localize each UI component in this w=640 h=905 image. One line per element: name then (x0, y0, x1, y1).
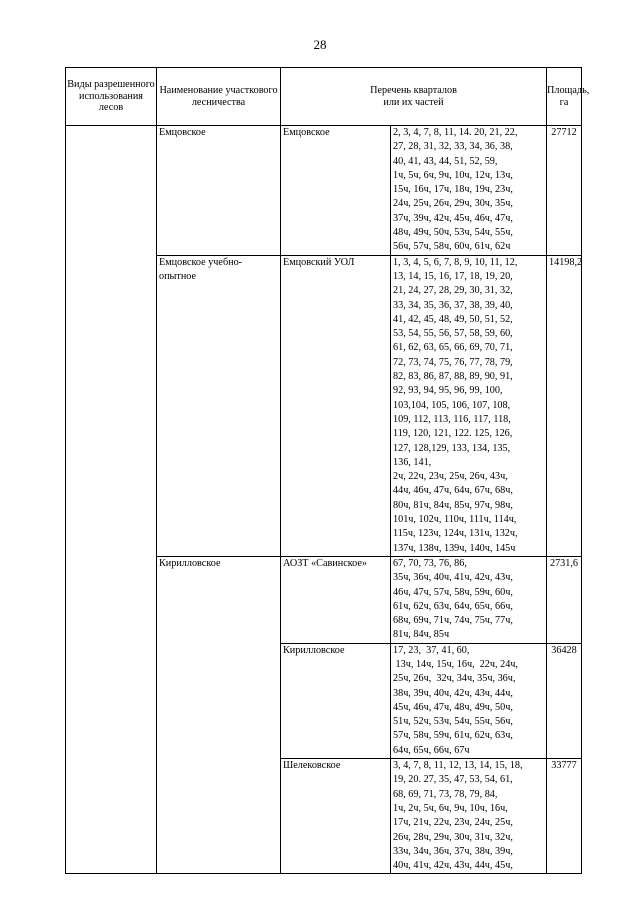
quarters-cell: 17, 23, 37, 41, 60, 13ч, 14ч, 15ч, 16ч, 22ч, 24ч, 25ч, 26ч, 32ч, 34ч, 35ч, 36ч, 38ч, 39ч, 40ч, 42ч, 43ч, 44ч, 45ч, 46ч, 47ч, 48ч, 49ч, 50ч, 51ч, 52ч, 53ч, 54ч, 55ч, 56ч, 57ч, 58ч, 59ч, 61ч, 62ч, 63ч, 64ч, 65ч, 66ч, 67ч (391, 643, 547, 758)
subdivision-cell: Кирилловское (281, 643, 391, 758)
subdivision-cell: АОЗТ «Савинское» (281, 556, 391, 643)
header-area: Площадь, га (547, 68, 582, 126)
header-use-type: Виды разрешенного использования лесов (66, 68, 157, 126)
area-cell: 33777 (547, 759, 582, 874)
district-cell: Емцовское (157, 126, 281, 256)
district-cell: Кирилловское (157, 556, 281, 874)
forest-quarters-table (65, 67, 590, 874)
area-cell: 27712 (547, 126, 582, 256)
subdivision-cell: Емцовский УОЛ (281, 255, 391, 556)
subdivision-cell: Емцовское (281, 126, 391, 256)
header-quarters: Перечень кварталов или их частей (281, 68, 547, 126)
district-cell: Емцовское учебно-опытное (157, 255, 281, 556)
quarters-cell: 3, 4, 7, 8, 11, 12, 13, 14, 15, 18, 19, 20. 27, 35, 47, 53, 54, 61, 68, 69, 71, 73, 78, 79, 84, 1ч, 2ч, 5ч, 6ч, 9ч, 10ч, 16ч, 17ч, 21ч, 22ч, 23ч, 24ч, 25ч, 26ч, 28ч, 29ч, 30ч, 31ч, 32ч, 33ч, 34ч, 36ч, 37ч, 38ч, 39ч, 40ч, 41ч, 42ч, 43ч, 44ч, 45ч, (391, 759, 547, 874)
table-row (66, 126, 582, 256)
area-cell: 36428 (547, 643, 582, 758)
quarters-cell: 2, 3, 4, 7, 8, 11, 14. 20, 21, 22, 27, 28, 31, 32, 33, 34, 36, 38, 40, 41, 43, 44, 51, 52, 59, 1ч, 5ч, 6ч, 9ч, 10ч, 12ч, 13ч, 15ч, 16ч, 17ч, 18ч, 19ч, 23ч, 24ч, 25ч, 26ч, 29ч, 30ч, 35ч, 37ч, 39ч, 42ч, 45ч, 46ч, 47ч, 48ч, 49ч, 50ч, 53ч, 54ч, 55ч, 56ч, 57ч, 58ч, 60ч, 61ч, 62ч (391, 126, 547, 256)
area-cell: 2731,6 (547, 556, 582, 643)
quarters-cell: 67, 70, 73, 76, 86, 35ч, 36ч, 40ч, 41ч, 42ч, 43ч, 46ч, 47ч, 57ч, 58ч, 59ч, 60ч, 61ч, 62ч, 63ч, 64ч, 65ч, 66ч, 68ч, 69ч, 71ч, 74ч, 75ч, 77ч, 81ч, 84ч, 85ч (391, 556, 547, 643)
quarters-cell: 1, 3, 4, 5, 6, 7, 8, 9, 10, 11, 12, 13, 14, 15, 16, 17, 18, 19, 20, 21, 24, 27, 28, 29, 30, 31, 32, 33, 34, 35, 36, 37, 38, 39, 40, 41, 42, 45, 48, 49, 50, 51, 52, 53, 54, 55, 56, 57, 58, 59, 60, 61, 62, 63, 65, 66, 69, 70, 71, 72, 73, 74, 75, 76, 77, 78, 79, 82, 83, 86, 87, 88, 89, 90, 91, 92, 93, 94, 95, 96, 99, 100, 103,104, 105, 106, 107, 108, 109, 112, 113, 116, 117, 118, 119, 120, 121, 122. 125, 126, 127, 128,129, 133, 134, 135, 136, 141, 2ч, 22ч, 23ч, 25ч, 26ч, 43ч, 44ч, 46ч, 47ч, 64ч, 67ч, 68ч, 80ч, 81ч, 84ч, 85ч, 97ч, 98ч, 101ч, 102ч, 110ч, 111ч, 114ч, 115ч, 123ч, 124ч, 131ч, 132ч, 137ч, 138ч, 139ч, 140ч, 145ч (391, 255, 547, 556)
page-number: 28 (313, 37, 327, 52)
use-type-cell (66, 126, 157, 874)
area-cell: 14198,2 (547, 255, 582, 556)
table-header-row (66, 68, 582, 126)
subdivision-cell: Шелековское (281, 759, 391, 874)
header-district: Наименование участкового лесничества (157, 68, 281, 126)
